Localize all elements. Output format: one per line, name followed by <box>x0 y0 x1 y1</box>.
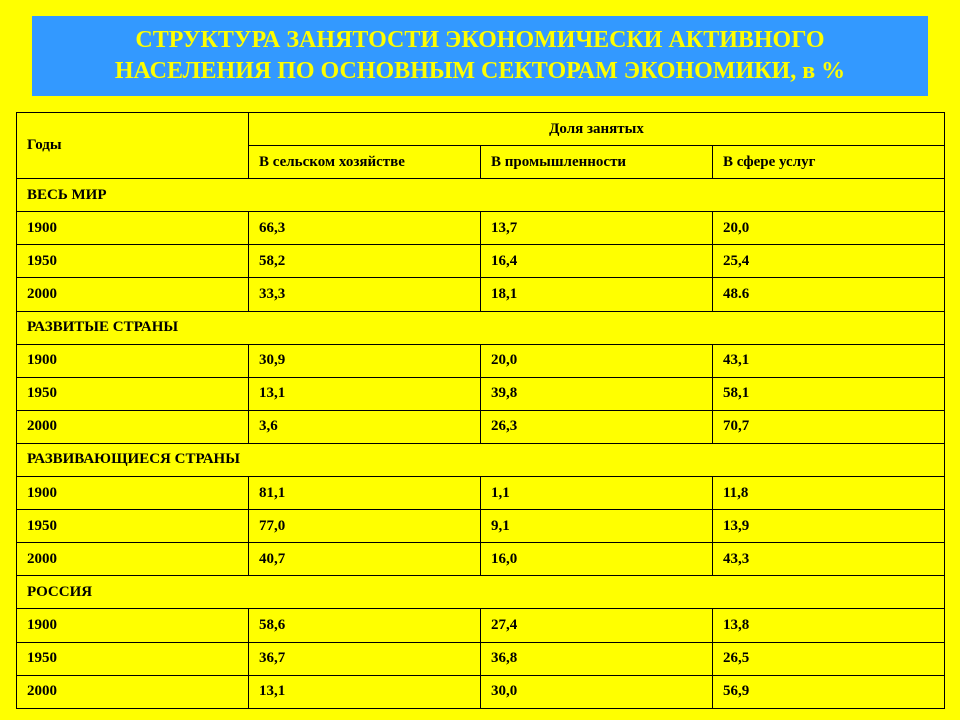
page-title <box>50 25 910 87</box>
table-row <box>17 510 945 543</box>
cell-year: 2000 <box>17 278 249 311</box>
cell-year: 1950 <box>17 245 249 278</box>
cell-agriculture: 40,7 <box>249 543 481 576</box>
cell-services: 25,4 <box>713 245 945 278</box>
table-row <box>17 212 945 245</box>
header-years: Годы <box>17 113 249 179</box>
cell-industry: 1,1 <box>481 477 713 510</box>
cell-industry: 26,3 <box>481 410 713 443</box>
table-row <box>17 377 945 410</box>
cell-agriculture: 81,1 <box>249 477 481 510</box>
group-row <box>17 179 945 212</box>
title-line-2: НАСЕЛЕНИЯ ПО ОСНОВНЫМ СЕКТОРАМ ЭКОНОМИКИ, в % <box>114 58 846 84</box>
cell-agriculture: 36,7 <box>249 642 481 675</box>
cell-agriculture: 33,3 <box>249 278 481 311</box>
table-row <box>17 642 945 675</box>
cell-industry: 9,1 <box>481 510 713 543</box>
cell-agriculture: 3,6 <box>249 410 481 443</box>
cell-services: 58,1 <box>713 377 945 410</box>
cell-services: 13,8 <box>713 609 945 642</box>
cell-year: 1900 <box>17 344 249 377</box>
cell-agriculture: 77,0 <box>249 510 481 543</box>
cell-services: 43,1 <box>713 344 945 377</box>
cell-year: 1900 <box>17 212 249 245</box>
cell-industry: 18,1 <box>481 278 713 311</box>
cell-year: 1950 <box>17 510 249 543</box>
cell-services: 20,0 <box>713 212 945 245</box>
cell-services: 43,3 <box>713 543 945 576</box>
cell-agriculture: 13,1 <box>249 377 481 410</box>
header-services: В сфере услуг <box>713 146 945 179</box>
cell-services: 56,9 <box>713 675 945 708</box>
group-label: РОССИЯ <box>17 576 945 609</box>
cell-year: 2000 <box>17 675 249 708</box>
table-row <box>17 543 945 576</box>
cell-industry: 13,7 <box>481 212 713 245</box>
cell-agriculture: 58,6 <box>249 609 481 642</box>
table-row <box>17 410 945 443</box>
cell-industry: 20,0 <box>481 344 713 377</box>
cell-services: 48.6 <box>713 278 945 311</box>
cell-industry: 39,8 <box>481 377 713 410</box>
cell-year: 2000 <box>17 410 249 443</box>
employment-table <box>16 112 945 709</box>
table-row <box>17 344 945 377</box>
group-label: ВЕСЬ МИР <box>17 179 945 212</box>
group-row <box>17 576 945 609</box>
cell-industry: 36,8 <box>481 642 713 675</box>
cell-services: 26,5 <box>713 642 945 675</box>
group-row <box>17 311 945 344</box>
group-label: РАЗВИВАЮЩИЕСЯ СТРАНЫ <box>17 443 945 476</box>
table-row <box>17 609 945 642</box>
cell-agriculture: 30,9 <box>249 344 481 377</box>
cell-agriculture: 58,2 <box>249 245 481 278</box>
cell-year: 1900 <box>17 609 249 642</box>
header-row-top <box>17 113 945 146</box>
cell-year: 1950 <box>17 642 249 675</box>
cell-industry: 16,4 <box>481 245 713 278</box>
title-line-1: СТРУКТУРА ЗАНЯТОСТИ ЭКОНОМИЧЕСКИ АКТИВНОГО <box>135 27 825 53</box>
table-row <box>17 245 945 278</box>
cell-services: 70,7 <box>713 410 945 443</box>
cell-year: 1900 <box>17 477 249 510</box>
cell-industry: 27,4 <box>481 609 713 642</box>
cell-agriculture: 66,3 <box>249 212 481 245</box>
title-banner <box>32 16 928 96</box>
group-row <box>17 443 945 476</box>
cell-services: 13,9 <box>713 510 945 543</box>
table-row <box>17 477 945 510</box>
table-row <box>17 675 945 708</box>
cell-industry: 16,0 <box>481 543 713 576</box>
table-row <box>17 278 945 311</box>
header-agriculture: В сельском хозяйстве <box>249 146 481 179</box>
cell-year: 2000 <box>17 543 249 576</box>
group-label: РАЗВИТЫЕ СТРАНЫ <box>17 311 945 344</box>
cell-year: 1950 <box>17 377 249 410</box>
cell-agriculture: 13,1 <box>249 675 481 708</box>
cell-services: 11,8 <box>713 477 945 510</box>
header-industry: В промышленности <box>481 146 713 179</box>
cell-industry: 30,0 <box>481 675 713 708</box>
header-share: Доля занятых <box>249 113 945 146</box>
